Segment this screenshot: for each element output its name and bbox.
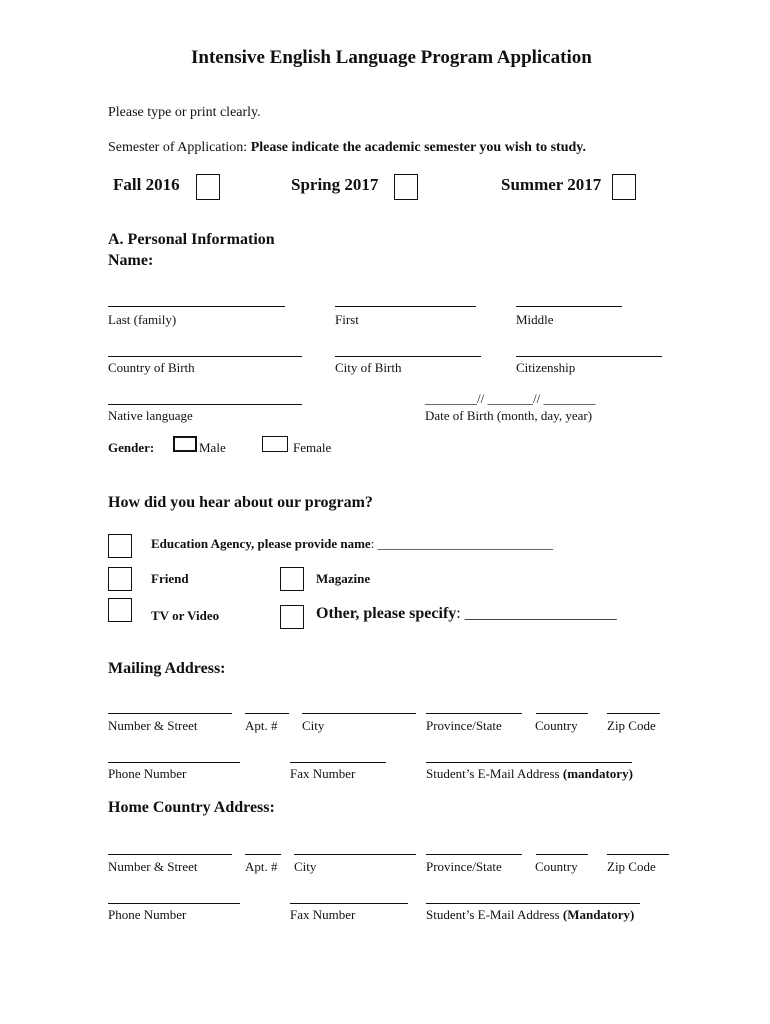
mailing-apt-field[interactable]: [245, 713, 289, 714]
female-checkbox[interactable]: [262, 436, 288, 452]
other-colon: :: [456, 605, 461, 622]
home-phone-field[interactable]: [108, 903, 240, 904]
mailing-province-field[interactable]: [426, 713, 522, 714]
middle-name-field[interactable]: [516, 306, 622, 307]
mailing-address-heading: Mailing Address:: [108, 660, 226, 677]
home-apt-label: Apt. #: [245, 859, 278, 874]
mailing-fax-field[interactable]: [290, 762, 386, 763]
semester-instruction-text: Please indicate the academic semester you wish to study.: [250, 140, 587, 155]
tv-video-label: TV or Video: [151, 608, 220, 623]
semester-label: Semester of Application:: [108, 140, 248, 155]
home-email-field[interactable]: [426, 903, 640, 904]
mailing-country-field[interactable]: [536, 713, 588, 714]
friend-label: Friend: [151, 571, 189, 586]
mailing-phone-field[interactable]: [108, 762, 240, 763]
country-of-birth-label: Country of Birth: [108, 360, 195, 375]
mailing-zip-field[interactable]: [607, 713, 660, 714]
date-of-birth-field[interactable]: ________// _______// ________: [425, 391, 596, 406]
mailing-province-label: Province/State: [426, 718, 502, 733]
spring-2017-checkbox[interactable]: [394, 174, 418, 200]
agency-name-field[interactable]: ___________________________: [377, 536, 554, 551]
magazine-label: Magazine: [316, 571, 371, 586]
mailing-email-label: [426, 766, 633, 782]
other-specify-field[interactable]: ___________________: [464, 605, 617, 622]
instructions-text: Please type or print clearly.: [108, 105, 261, 120]
citizenship-label: Citizenship: [516, 360, 576, 375]
city-of-birth-field[interactable]: [335, 356, 481, 357]
semester-option-fall-2016: Fall 2016: [113, 175, 180, 194]
mailing-email-mandatory: (mandatory): [562, 766, 633, 781]
home-fax-label: Fax Number: [290, 907, 356, 922]
male-checkbox[interactable]: [173, 436, 197, 452]
page-title: Intensive English Language Program Application: [191, 47, 592, 68]
name-heading: Name:: [108, 252, 154, 269]
last-name-field[interactable]: [108, 306, 285, 307]
home-province-field[interactable]: [426, 854, 522, 855]
home-phone-label: Phone Number: [108, 907, 187, 922]
home-address-heading: Home Country Address:: [108, 799, 275, 816]
home-city-field[interactable]: [294, 854, 416, 855]
semester-option-spring-2017: Spring 2017: [291, 175, 379, 194]
gender-label: Gender:: [108, 440, 155, 455]
mailing-email-field[interactable]: [426, 762, 632, 763]
magazine-checkbox[interactable]: [280, 567, 304, 591]
mailing-city-field[interactable]: [302, 713, 416, 714]
city-of-birth-label: City of Birth: [335, 360, 402, 375]
mailing-phone-label: Phone Number: [108, 766, 187, 781]
date-of-birth-label: Date of Birth (month, day, year): [425, 408, 593, 423]
other-option: [316, 605, 617, 623]
male-label: Male: [199, 440, 226, 455]
mailing-country-label: Country: [535, 718, 578, 733]
mailing-city-label: City: [302, 718, 325, 733]
female-label: Female: [293, 440, 332, 455]
agency-label: Education Agency, please provide name: [151, 536, 371, 551]
first-name-field[interactable]: [335, 306, 476, 307]
citizenship-field[interactable]: [516, 356, 662, 357]
mailing-email-text: Student’s E-Mail Address: [426, 766, 560, 781]
home-street-field[interactable]: [108, 854, 232, 855]
agency-colon: :: [370, 536, 375, 551]
home-city-label: City: [294, 859, 317, 874]
mailing-fax-label: Fax Number: [290, 766, 356, 781]
home-apt-field[interactable]: [245, 854, 281, 855]
home-province-label: Province/State: [426, 859, 502, 874]
home-email-text: Student’s E-Mail Address: [426, 907, 560, 922]
home-zip-label: Zip Code: [607, 859, 656, 874]
native-language-field[interactable]: [108, 404, 302, 405]
mailing-apt-label: Apt. #: [245, 718, 278, 733]
other-label: Other, please specify: [316, 605, 457, 622]
home-country-field[interactable]: [536, 854, 588, 855]
fall-2016-checkbox[interactable]: [196, 174, 220, 200]
semester-instruction: [108, 140, 586, 156]
first-name-label: First: [335, 312, 359, 327]
mailing-street-label: Number & Street: [108, 718, 198, 733]
semester-option-summer-2017: Summer 2017: [501, 175, 602, 194]
home-fax-field[interactable]: [290, 903, 408, 904]
mailing-street-field[interactable]: [108, 713, 232, 714]
native-language-label: Native language: [108, 408, 193, 423]
country-of-birth-field[interactable]: [108, 356, 302, 357]
other-checkbox[interactable]: [280, 605, 304, 629]
summer-2017-checkbox[interactable]: [612, 174, 636, 200]
mailing-zip-label: Zip Code: [607, 718, 656, 733]
middle-name-label: Middle: [516, 312, 554, 327]
last-name-label: Last (family): [108, 312, 177, 327]
home-zip-field[interactable]: [607, 854, 669, 855]
home-email-label: [426, 907, 634, 923]
tv-video-checkbox[interactable]: [108, 598, 132, 622]
home-country-label: Country: [535, 859, 578, 874]
home-email-mandatory: (Mandatory): [562, 907, 635, 922]
agency-checkbox[interactable]: [108, 534, 132, 558]
hear-heading: How did you hear about our program?: [108, 494, 373, 511]
friend-checkbox[interactable]: [108, 567, 132, 591]
home-street-label: Number & Street: [108, 859, 198, 874]
personal-info-heading: A. Personal Information: [108, 231, 275, 248]
agency-option: [151, 536, 553, 552]
